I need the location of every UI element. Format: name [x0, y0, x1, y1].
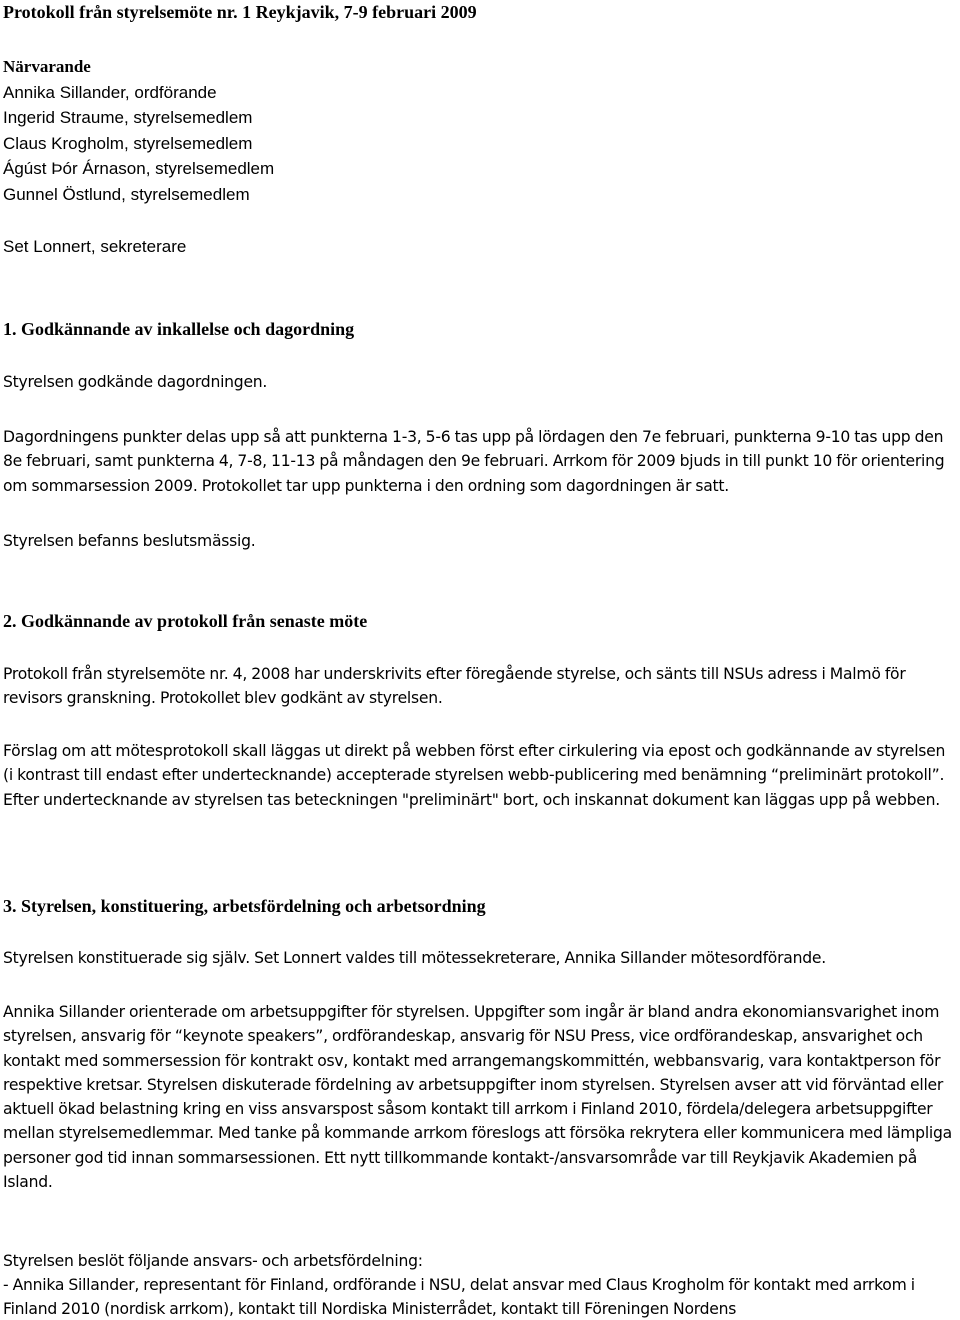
section-heading: 1. Godkännande av inkallelse och dagordning — [3, 319, 355, 339]
paragraph: Styrelsen befanns beslutsmässig. — [3, 532, 256, 550]
section-heading: 3. Styrelsen, konstituering, arbetsfördelning och arbetsordning — [3, 896, 486, 916]
attendee: Ingerid Straume, styrelsemedlem — [3, 108, 253, 128]
attendee: Claus Krogholm, styrelsemedlem — [3, 133, 253, 153]
paragraph: Styrelsen godkände dagordningen. — [3, 373, 268, 391]
paragraph: Dagordningens punkter delas upp så att punkterna 1-3, 5-6 tas upp på lördagen den 7e februari, punkterna 9-10 tas upp den 8e februari, samt punkterna 4, 7-8, 11-13 på måndagen den 9e februari. Arrkom för 2009 bjuds in till punkt 10 för orientering om sommarsession 2009. Protokollet tar upp punkterna i den ordning som dagordningen är satt. — [3, 428, 945, 495]
paragraph: Annika Sillander orienterade om arbetsuppgifter för styrelsen. Uppgifter som ingår är bland andra ekonomiansvarighet inom styrelsen, ansvarig för “keynote speakers”, ordförandeskap, ansvarig för NSU Press, vice ordförandeskap, ansvarighet och kontakt med sommersession för kontrakt osv, kontakt med arrangemangskommittén, webbansvarig, vara kontaktperson för respektive kretsar. Styrelsen diskuterade fördelning av arbetsuppgifter inom styrelsen. Styrelsen avser att vid förväntad eller aktuell ökad belastning kring en viss ansvarspost såsom kontakt till arrkom i Finland 2010, fördela/delegera arbetsuppgifter mellan styrelsemedlemmar. Med tanke på kommande arrkom föreslogs att försöka rekrytera eller kommunicera med lämpliga personer god tid innan sommarsessionen. Ett nytt tillkommande kontakt-/ansvarsområde var till Reykjavik Akademien på Island. — [3, 1003, 952, 1192]
attendee: Ágúst Þór Árnason, styrelsemedlem — [3, 159, 275, 179]
paragraph: Förslag om att mötesprotokoll skall läggas ut direkt på webben först efter cirkulering via epost och godkännande av styrelsen (i kontrast till endast efter undertecknande) accepterade styrelsen webb-publicering med benämning “preliminärt protokoll”. Efter undertecknande av styrelsen tas beteckningen "preliminärt" bort, och inskannat dokument kan läggas upp på webben. — [3, 742, 946, 809]
document-title: Protokoll från styrelsemöte nr. 1 Reykjavik, 7-9 februari 2009 — [3, 2, 477, 22]
attendance-list — [3, 54, 274, 208]
attendee: Gunnel Östlund, styrelsemedlem — [3, 184, 250, 204]
paragraph: Styrelsen konstituerade sig själv. Set Lonnert valdes till mötessekreterare, Annika Sillander mötesordförande. — [3, 949, 826, 967]
section-heading: 2. Godkännande av protokoll från senaste möte — [3, 611, 368, 631]
attendance-label: Närvarande — [3, 57, 91, 76]
attendee: Annika Sillander, ordförande — [3, 82, 217, 102]
secretary: Set Lonnert, sekreterare — [3, 237, 187, 256]
paragraph: Styrelsen beslöt följande ansvars- och arbetsfördelning: — [3, 1252, 423, 1270]
paragraph: - Annika Sillander, representant för Finland, ordförande i NSU, delat ansvar med Claus Krogholm för kontakt med arrkom i Finland 2010 (nordisk arrkom), kontakt till Nordiska Ministerrådet, kontakt till Föreningen Nordens — [3, 1276, 915, 1319]
paragraph: Protokoll från styrelsemöte nr. 4, 2008 har underskrivits efter föregående styrelse, och sänts till NSUs adress i Malmö för revisors granskning. Protokollet blev godkänt av styrelsen. — [3, 665, 906, 708]
document-page — [3, 0, 957, 1320]
